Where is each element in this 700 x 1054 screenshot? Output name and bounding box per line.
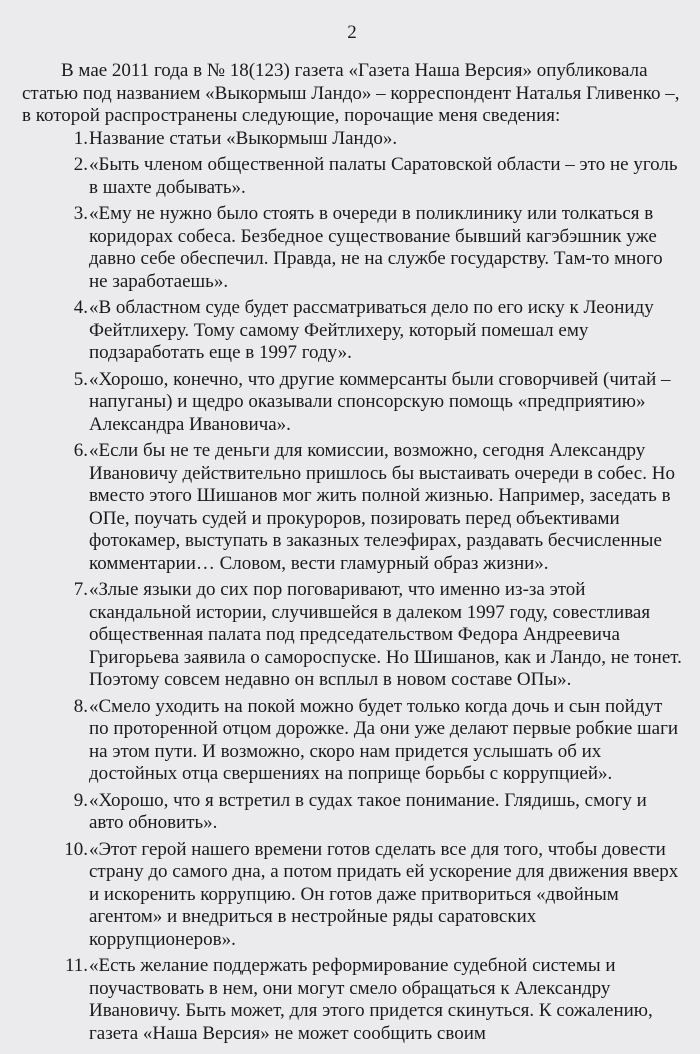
list-item-text: «Есть желание поддержать реформирование судебной системы и поучаствовать в нем, они могут смело обращаться к Александру Ивановичу. Быть может, для этого придется скинуться. К сожалению, газета «Наша Версия» не может сообщить своим (89, 955, 653, 1044)
list-item-number: 1. (73, 127, 88, 149)
list-item-text: «Быть членом общественной палаты Саратовской области – это не уголь в шахте добывать». (89, 154, 678, 198)
list-item-number: 7. (73, 579, 88, 600)
list-item-text: «Хорошо, конечно, что другие коммерсанты были сговорчивей (читай – напуганы) и щедро оказывали спонсорскую помощь «предприятию» Александра Ивановича». (89, 368, 671, 435)
page-number: 2 (347, 22, 357, 43)
list-item-text: «Смело уходить на покой можно будет только когда дочь и сын пойдут по проторенной отцом дорожке. Да они уже делают первые робкие шаги на этом пути. И возможно, скоро нам придется услышать об их достойных отца свершениях на поприще борьбы с коррупцией». (89, 695, 679, 784)
list-item (22, 369, 682, 437)
list-item-text: «Хорошо, что я встретил в судах такое понимание. Глядишь, смогу и авто обновить». (89, 789, 647, 833)
list-item (22, 154, 682, 199)
list-item (22, 839, 682, 952)
list-item-text: Название статьи «Выкормыш Ландо». (89, 127, 398, 149)
quoted-statements-list (22, 128, 682, 1046)
list-item (22, 297, 682, 365)
list-item (22, 203, 682, 293)
intro-paragraph: В мае 2011 года в № 18(123) газета «Газета Наша Версия» опубликовала статью под названием «Выкормыш Ландо» – корреспондент Наталья Гливенко –, в которой распространены следующие, порочащие меня сведения: (22, 60, 680, 126)
list-item (22, 955, 682, 1045)
list-item-text: «В областном суде будет рассматриваться дело по его иску к Леониду Фейтлихеру. Тому самому Фейтлихеру, который помешал ему подзаработать еще в 1997 году». (89, 297, 654, 363)
list-item-number: 3. (73, 203, 88, 224)
list-item-number: 8. (73, 695, 88, 717)
list-item-number: 2. (73, 154, 88, 175)
list-item-text: «Если бы не те деньги для комиссии, возможно, сегодня Александру Ивановичу действительно пришлось бы выстаивать очереди в собес. Но вместо этого Шишанов мог жить полной жизнью. Например, заседать в ОПе, поучать судей и прокуроров, позировать перед объективами фотокамер, выступать в заказных телеэфирах, раздавать бесчисленные комментарии… Словом, вести гламурный образ жизни». (89, 440, 675, 574)
list-item (22, 696, 682, 786)
list-item-number: 9. (73, 789, 88, 811)
list-item-number: 10. (64, 838, 88, 860)
list-item-text: «Ему не нужно было стоять в очереди в поликлинику или толкаться в коридорах собеса. Безбедное существование бывший кагэбэшник уже давно себе обеспечил. Правда, не на службе государству. Там-то много не заработаешь». (89, 203, 663, 292)
list-item (22, 579, 682, 692)
list-item-number: 11. (64, 955, 88, 976)
list-item-number: 5. (73, 368, 88, 390)
list-item (22, 440, 682, 575)
list-item-number: 6. (73, 440, 88, 461)
list-item-text: «Этот герой нашего времени готов сделать все для того, чтобы довести страну до самого дна, а потом придать ей ускорение для движения вверх и искоренить коррупцию. Он готов даже притвориться «двойным агентом» и внедриться в нестройные ряды саратовских коррупционеров». (89, 838, 679, 950)
list-item-text: «Злые языки до сих пор поговаривают, что именно из-за этой скандальной истории, случившейся в далеком 1997 году, совестливая общественная палата под председательством Федора Андреевича Григорьева заявила о самороспуске. Но Шишанов, как и Ландо, не тонет. Поэтому совсем недавно он всплыл в новом составе ОПы». (89, 579, 682, 690)
list-item (22, 790, 682, 835)
list-item-number: 4. (73, 297, 88, 318)
list-item (22, 128, 682, 151)
